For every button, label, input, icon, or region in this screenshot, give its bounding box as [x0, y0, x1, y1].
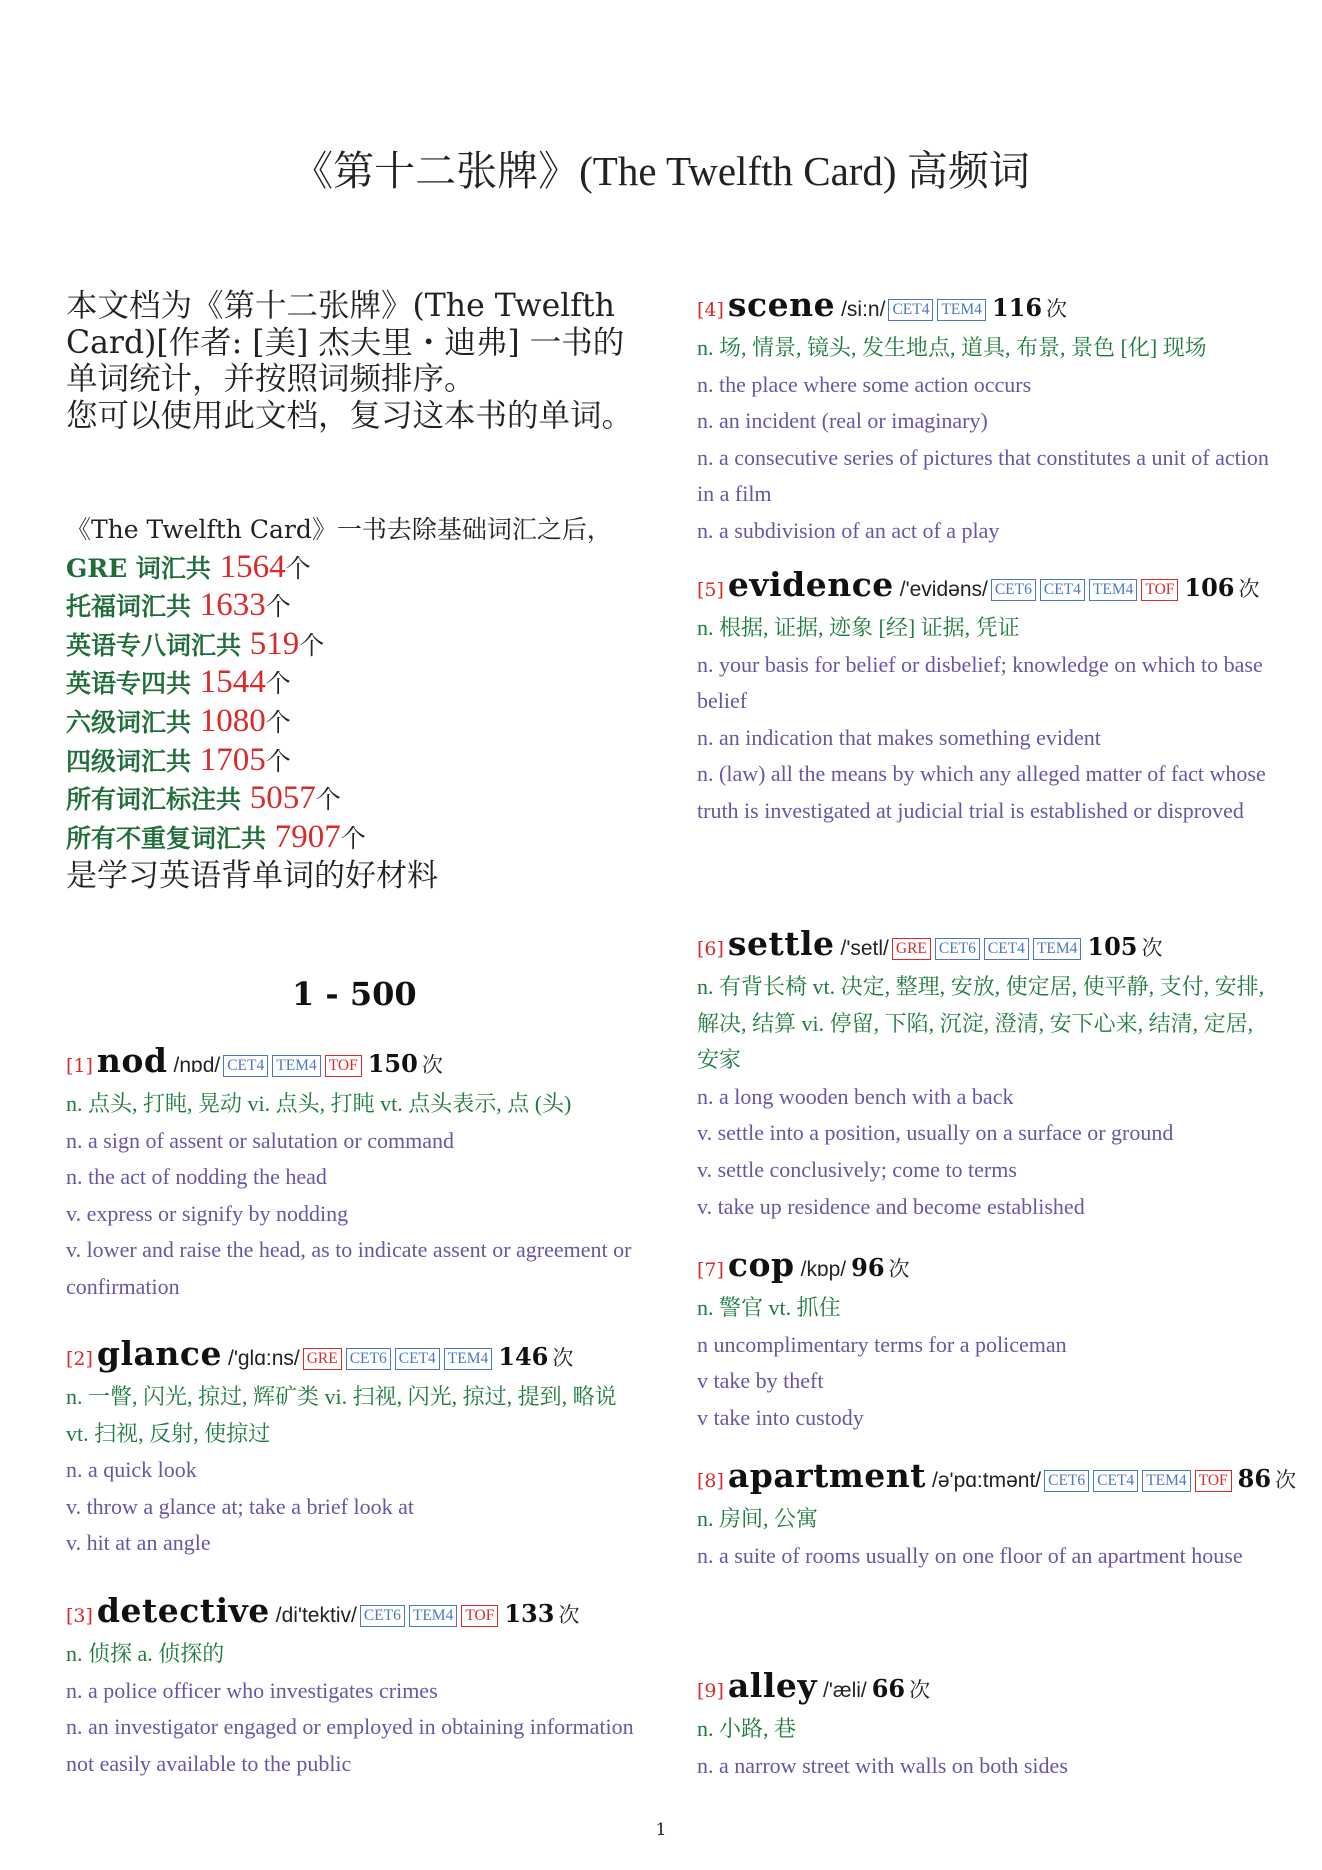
definition: n. 房间, 公寓: [697, 1506, 819, 1531]
exam-tag-badge: CET6: [935, 938, 980, 960]
entry-header: [66, 1592, 636, 1636]
word-entry: [697, 286, 1269, 550]
exam-tag-badge: CET4: [984, 938, 1029, 960]
frequency-unit: 次: [552, 1346, 574, 1370]
exam-tag-badge: TOF: [325, 1055, 362, 1077]
stat-line: [66, 703, 636, 742]
entry-rank: [3]: [66, 1605, 93, 1627]
frequency-unit: 次: [1275, 1468, 1297, 1492]
stat-line: [66, 587, 636, 626]
frequency-unit: 次: [421, 1053, 443, 1077]
stats-footer: 是学习英语背单词的好材料: [66, 858, 438, 895]
headword: detective: [96, 1591, 270, 1630]
entry-rank: [5]: [697, 579, 724, 601]
frequency-unit: 次: [558, 1603, 580, 1627]
stat-unit: 个: [340, 823, 366, 853]
exam-tag-badge: TOF: [1195, 1470, 1232, 1492]
entry-rank: [7]: [697, 1259, 724, 1281]
exam-tag-badge: CET4: [1040, 579, 1085, 601]
definition: n. a long wooden bench with a back: [697, 1083, 1014, 1109]
stat-unit: 个: [299, 630, 325, 660]
headword: scene: [727, 285, 836, 324]
exam-tag-badge: TEM4: [937, 299, 985, 321]
exam-tag-badge: TEM4: [409, 1605, 457, 1627]
stat-count: 1705: [199, 741, 266, 778]
phonetic: /kɒp/: [800, 1258, 847, 1281]
exam-tag-badge: TOF: [461, 1605, 498, 1627]
frequency-unit: 次: [1046, 297, 1068, 321]
entry-rank: [6]: [697, 938, 724, 960]
phonetic: /'setl/: [840, 937, 889, 960]
frequency-unit: 次: [888, 1257, 910, 1281]
word-entry: [66, 1335, 636, 1562]
definition: n. a narrow street with walls on both sides: [697, 1752, 1068, 1778]
intro-paragraph: [66, 288, 636, 434]
definition: n. a consecutive series of pictures that constitutes a unit of action in a film: [697, 444, 1269, 507]
definition: n. (law) all the means by which any alleged matter of fact whose truth is investigated at judicial trial is established or disproved: [697, 761, 1266, 823]
exam-tag-badge: CET6: [360, 1605, 405, 1627]
definition: n. a sign of assent or salutation or command: [66, 1127, 454, 1153]
exam-tag-badge: TEM4: [444, 1348, 492, 1370]
definition: v. settle conclusively; come to terms: [697, 1156, 1017, 1182]
stat-line: [66, 549, 636, 588]
definition: n. an incident (real or imaginary): [697, 408, 988, 434]
stat-line: [66, 664, 636, 703]
exam-tag-badge: TEM4: [1142, 1470, 1190, 1492]
definition: n. 小路, 巷: [697, 1716, 797, 1741]
definition: n. a police officer who investigates crimes: [66, 1677, 438, 1703]
stat-label: 所有词汇标注共: [66, 785, 250, 815]
exam-tag-badge: CET4: [1093, 1470, 1138, 1492]
exam-tag-badge: CET6: [991, 579, 1036, 601]
phonetic: /'glɑ:ns/: [228, 1347, 300, 1370]
entry-header: [697, 925, 1269, 969]
stat-label: 托福词汇共: [66, 592, 200, 622]
intro-line: 您可以使用此文档，复习这本书的单词。: [66, 397, 634, 434]
stat-unit: 个: [265, 592, 291, 622]
definition: v take into custody: [697, 1404, 864, 1430]
phonetic: /nɒd/: [173, 1054, 221, 1077]
exam-tag-badge: TEM4: [272, 1055, 320, 1077]
word-entry: [697, 566, 1269, 830]
definition: v. throw a glance at; take a brief look at: [66, 1493, 414, 1519]
word-entry: [697, 1456, 1297, 1574]
entry-header: [697, 286, 1269, 330]
stat-unit: 个: [265, 746, 291, 776]
intro-line: 本文档为《第十二张牌》(The Twelfth Card)[作者: [美] 杰夫里・迪弗] 一书的单词统计，并按照词频排序。: [66, 288, 625, 397]
entry-rank: [1]: [66, 1055, 93, 1077]
entry-header: [697, 566, 1269, 610]
definition: n. 警官 vt. 抓住: [697, 1295, 841, 1320]
definition: n. a subdivision of an act of a play: [697, 517, 1000, 543]
frequency-count: 106: [1184, 573, 1235, 602]
headword: cop: [727, 1245, 795, 1284]
exam-tag-badge: CET4: [395, 1348, 440, 1370]
definition: n. 一瞥, 闪光, 掠过, 辉矿类 vi. 扫视, 闪光, 掠过, 提到, 略说 vt. 扫视, 反射, 使掠过: [66, 1384, 617, 1446]
definition: n. the place where some action occurs: [697, 371, 1032, 397]
frequency-count: 146: [498, 1342, 549, 1371]
entry-header: [697, 1456, 1297, 1501]
page-number: 1: [655, 1820, 667, 1840]
frequency-count: 105: [1087, 932, 1138, 961]
stat-count: 1544: [199, 664, 266, 701]
definition: n. 侦探 a. 侦探的: [66, 1641, 225, 1666]
stat-count: 7907: [274, 818, 341, 855]
stat-line: [66, 742, 636, 781]
stat-unit: 个: [315, 785, 341, 815]
entry-header: [66, 1042, 636, 1086]
frequency-unit: 次: [909, 1678, 931, 1702]
frequency-count: 96: [851, 1253, 885, 1282]
definition: n. an indication that makes something evident: [697, 724, 1101, 750]
entry-rank: [9]: [697, 1680, 724, 1702]
frequency-unit: 次: [1141, 936, 1163, 960]
definition: n. the act of nodding the head: [66, 1164, 327, 1190]
stat-count: 5057: [249, 780, 316, 817]
stat-unit: 个: [265, 707, 291, 737]
stat-count: 1564: [219, 548, 286, 585]
phonetic: /di'tektiv/: [275, 1604, 357, 1627]
stat-line: [66, 819, 636, 858]
frequency-count: 116: [991, 293, 1043, 322]
stat-line: [66, 626, 636, 665]
phonetic: /'æli/: [823, 1679, 867, 1702]
exam-tag-badge: GRE: [303, 1348, 342, 1370]
definition: v. settle into a position, usually on a surface or ground: [697, 1120, 1174, 1146]
entry-header: [697, 1246, 1269, 1290]
stat-line: [66, 780, 636, 819]
headword: glance: [96, 1334, 222, 1373]
definition: n. a suite of rooms usually on one floor of an apartment house: [697, 1542, 1243, 1568]
definition: n. 点头, 打盹, 晃动 vi. 点头, 打盹 vt. 点头表示, 点 (头): [66, 1091, 572, 1116]
frequency-count: 150: [367, 1049, 418, 1078]
definition: n. 有背长椅 vt. 决定, 整理, 安放, 使定居, 使平静, 支付, 安排, 解决, 结算 vi. 停留, 下陷, 沉淀, 澄清, 安下心来, 结清, 定居, 安家: [697, 974, 1265, 1073]
stat-unit: 个: [285, 553, 311, 583]
stat-label: 所有不重复词汇共: [66, 823, 275, 853]
stat-label: GRE 词汇共: [66, 553, 220, 583]
exam-tag-badge: CET6: [1044, 1470, 1089, 1492]
exam-tag-badge: GRE: [892, 938, 931, 960]
stat-label: 英语专八词汇共: [66, 630, 250, 660]
exam-tag-badge: TOF: [1141, 579, 1178, 601]
entry-header: [66, 1335, 636, 1379]
frequency-count: 86: [1237, 1464, 1272, 1493]
headword: settle: [727, 924, 835, 963]
word-entry: [66, 1592, 636, 1782]
exam-tag-badge: CET4: [223, 1055, 268, 1077]
word-entry: [697, 925, 1269, 1225]
frequency-count: 133: [504, 1599, 555, 1628]
phonetic: /'evidəns/: [899, 578, 988, 601]
stats-list: [66, 549, 636, 858]
definition: n. your basis for belief or disbelief; knowledge on which to base belief: [697, 651, 1263, 714]
entry-rank: [8]: [697, 1470, 724, 1492]
word-entry: [66, 1042, 636, 1306]
definition: v. hit at an angle: [66, 1530, 211, 1556]
definition: v. take up residence and become established: [697, 1193, 1085, 1219]
headword: nod: [96, 1041, 168, 1080]
stats-header: 《The Twelfth Card》一书去除基础词汇之后，: [66, 515, 612, 544]
definition: n. 根据, 证据, 迹象 [经] 证据, 凭证: [697, 615, 1020, 640]
definition: v. express or signify by nodding: [66, 1200, 349, 1226]
stat-count: 519: [249, 625, 300, 662]
entry-rank: [2]: [66, 1348, 93, 1370]
page-title: 《第十二张牌》(The Twelfth Card) 高频词: [292, 148, 1030, 194]
word-entry: [697, 1246, 1269, 1436]
stat-label: 四级词汇共: [66, 746, 200, 776]
exam-tag-badge: CET4: [888, 299, 933, 321]
stat-unit: 个: [265, 669, 291, 699]
word-entry: [697, 1667, 1269, 1784]
entry-rank: [4]: [697, 299, 724, 321]
section-heading: 1 - 500: [292, 975, 417, 1013]
headword: apartment: [727, 1456, 927, 1495]
frequency-unit: 次: [1238, 577, 1260, 601]
exam-tag-badge: TEM4: [1089, 579, 1137, 601]
definition: n uncomplimentary terms for a policeman: [697, 1331, 1067, 1357]
definition: v. lower and raise the head, as to indicate assent or agreement or confirmation: [66, 1237, 632, 1299]
exam-tag-badge: TEM4: [1033, 938, 1081, 960]
exam-tag-badge: CET6: [346, 1348, 391, 1370]
definition: n. 场, 情景, 镜头, 发生地点, 道具, 布景, 景色 [化] 现场: [697, 335, 1207, 360]
definition: n. a quick look: [66, 1457, 197, 1483]
stat-label: 英语专四共: [66, 669, 200, 699]
phonetic: /si:n/: [841, 298, 886, 321]
phonetic: /ə'pɑ:tmənt/: [932, 1469, 1042, 1492]
entry-header: [697, 1667, 1269, 1711]
stat-count: 1633: [199, 587, 266, 624]
vocabulary-stats: [66, 512, 636, 895]
definition: v take by theft: [697, 1368, 824, 1394]
definition: n. an investigator engaged or employed in obtaining information not easily available to the public: [66, 1714, 634, 1776]
stat-label: 六级词汇共: [66, 707, 200, 737]
frequency-count: 66: [871, 1674, 906, 1703]
headword: evidence: [727, 565, 894, 604]
headword: alley: [727, 1666, 818, 1705]
stat-count: 1080: [199, 702, 266, 739]
